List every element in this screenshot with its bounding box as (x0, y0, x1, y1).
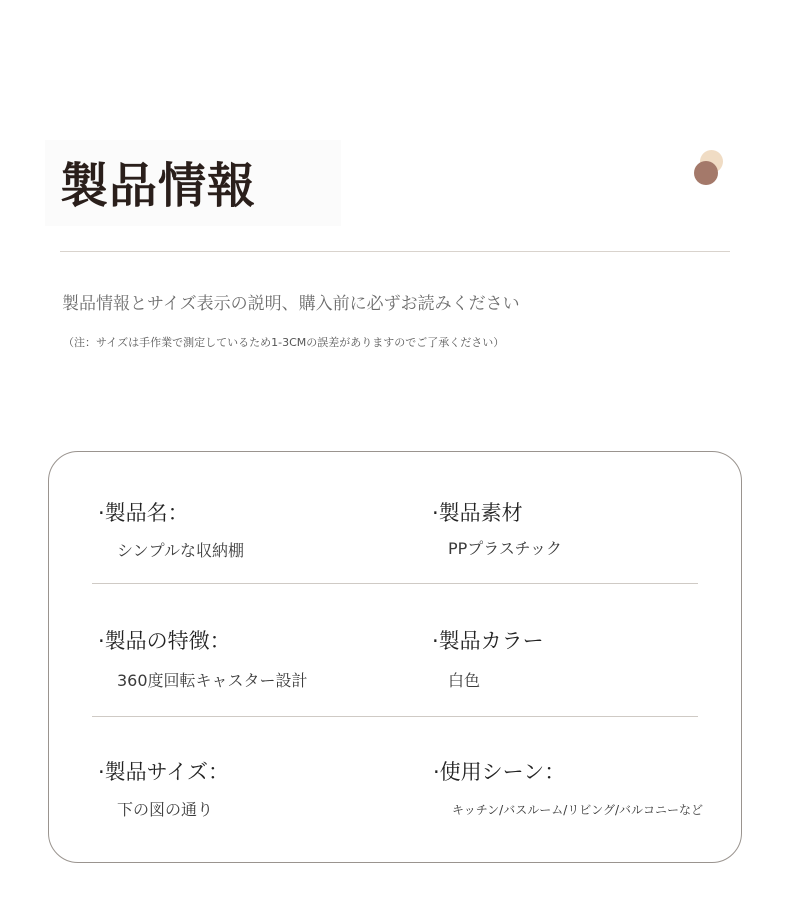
spec-color-label: ·製品カラー (432, 629, 544, 653)
spec-usage-label: ·使用シーン： (433, 760, 566, 784)
decorative-dot-dark-icon (694, 161, 718, 185)
row-divider-1 (92, 583, 698, 584)
spec-name-label: ·製品名： (98, 501, 189, 525)
spec-size-value: 下の図の通り (117, 800, 214, 819)
title-divider (60, 251, 730, 252)
page-title: 製品情報 (60, 158, 257, 214)
intro-note: （注：サイズは手作業で測定しているため1-3CMの誤差がありますのでご了承ください） (63, 336, 505, 349)
spec-material-label: ·製品素材 (432, 501, 523, 525)
intro-subtitle: 製品情報とサイズ表示の説明、購入前に必ずお読みください (62, 294, 520, 314)
spec-size-label: ·製品サイズ： (98, 760, 229, 784)
row-divider-2 (92, 716, 698, 717)
spec-material-value: PPプラスチック (448, 539, 563, 558)
spec-name-value: シンプルな収納棚 (117, 541, 244, 560)
spec-color-value: 白色 (448, 671, 481, 690)
spec-feature-label: ·製品の特徴： (98, 629, 231, 653)
spec-usage-value: キッチン/バスルーム/リビング/バルコニーなど (452, 803, 704, 817)
spec-feature-value: 360度回転キャスター設計 (117, 671, 308, 690)
